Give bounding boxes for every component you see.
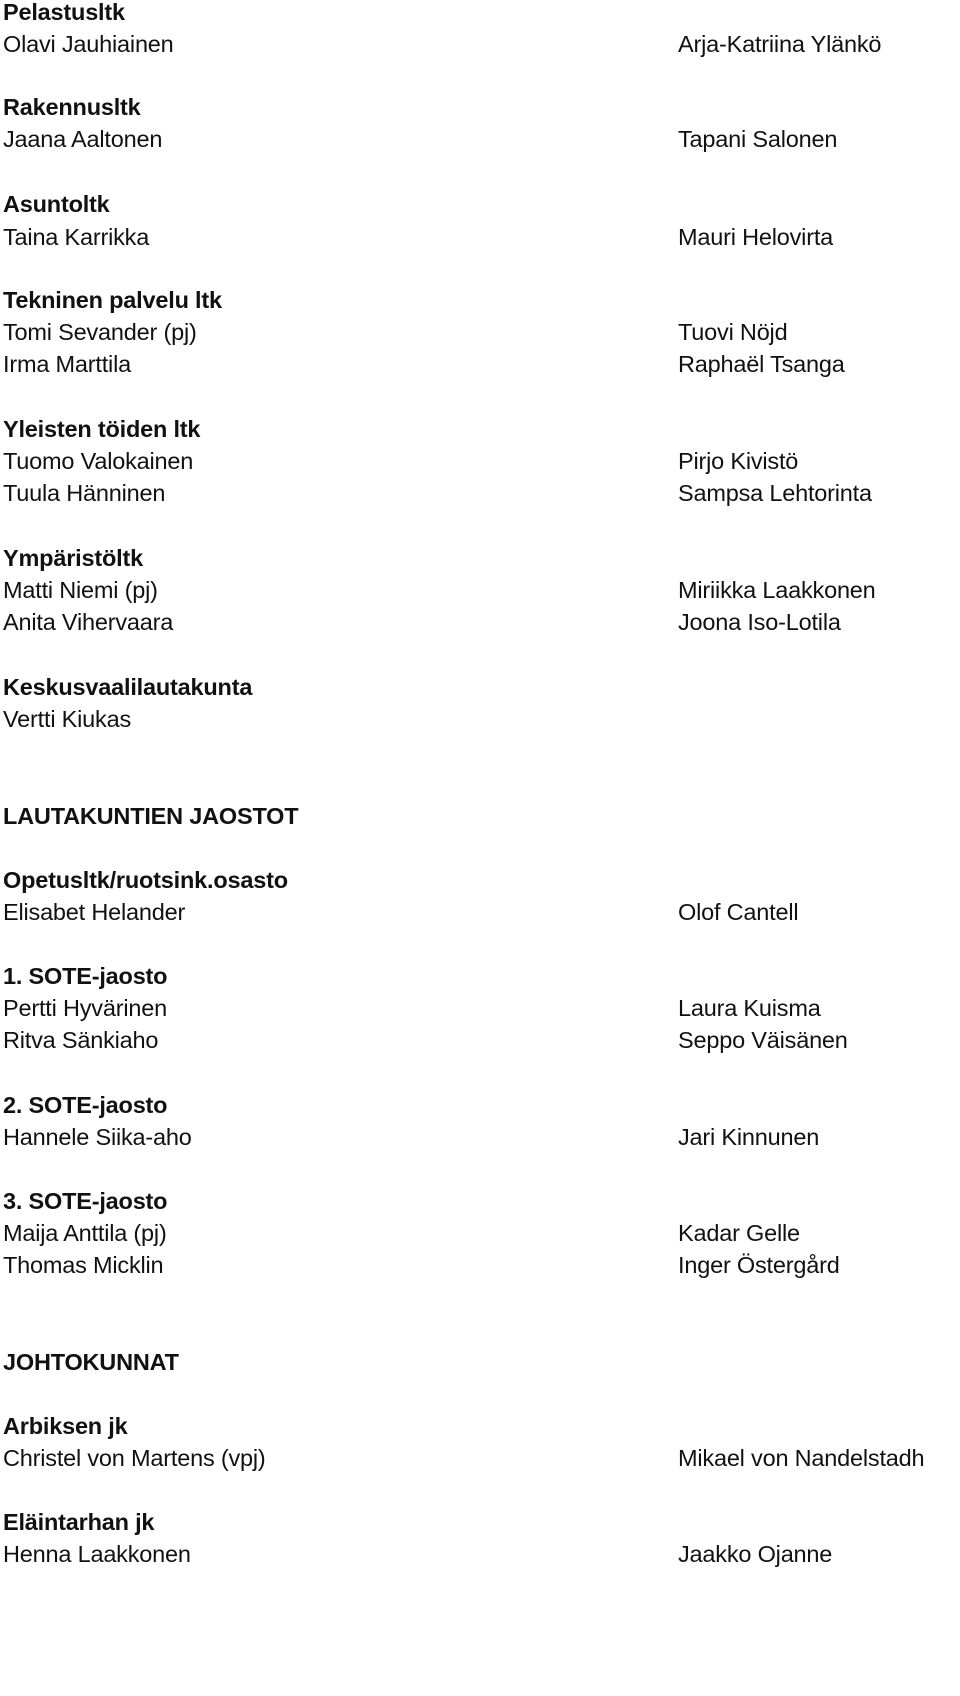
group-title: Opetusltk/ruotsink.osasto	[3, 867, 288, 893]
member-name: Kadar Gelle	[678, 1220, 800, 1246]
member-name: Inger Östergård	[678, 1252, 840, 1278]
committee-title: Pelastusltk	[3, 0, 125, 25]
member-name: Vertti Kiukas	[3, 706, 132, 732]
section-heading: LAUTAKUNTIEN JAOSTOT	[3, 803, 299, 829]
committee-title: Asuntoltk	[3, 191, 110, 217]
group-title: Eläintarhan jk	[3, 1509, 155, 1535]
member-name: Hannele Siika-aho	[3, 1124, 192, 1150]
member-name: Taina Karrikka	[3, 224, 150, 250]
member-name: Raphaël Tsanga	[678, 351, 845, 377]
member-name: Tuomo Valokainen	[3, 448, 194, 474]
member-name: Matti Niemi (pj)	[3, 577, 158, 603]
committee-title: Rakennusltk	[3, 94, 141, 120]
member-name: Pirjo Kivistö	[678, 448, 799, 474]
member-name: Laura Kuisma	[678, 995, 821, 1021]
member-name: Sampsa Lehtorinta	[678, 480, 872, 506]
member-name: Arja-Katriina Ylänkö	[678, 31, 882, 57]
member-name: Joona Iso-Lotila	[678, 609, 841, 635]
member-name: Mauri Helovirta	[678, 224, 834, 250]
member-name: Tapani Salonen	[678, 126, 838, 152]
member-name: Mikael von Nandelstadh	[678, 1445, 925, 1471]
member-name: Tomi Sevander (pj)	[3, 319, 197, 345]
section-heading: JOHTOKUNNAT	[3, 1349, 179, 1375]
group-title: 1. SOTE-jaosto	[3, 963, 168, 989]
member-name: Thomas Micklin	[3, 1252, 164, 1278]
member-name: Jaakko Ojanne	[678, 1541, 833, 1567]
member-name: Christel von Martens (vpj)	[3, 1445, 266, 1471]
member-name: Anita Vihervaara	[3, 609, 174, 635]
member-name: Maija Anttila (pj)	[3, 1220, 167, 1246]
member-name: Pertti Hyvärinen	[3, 995, 167, 1021]
member-name: Irma Marttila	[3, 351, 131, 377]
member-name: Olavi Jauhiainen	[3, 31, 174, 57]
member-name: Elisabet Helander	[3, 899, 186, 925]
committee-title: Tekninen palvelu ltk	[3, 287, 222, 313]
group-title: 2. SOTE-jaosto	[3, 1092, 168, 1118]
group-title: Arbiksen jk	[3, 1413, 128, 1439]
member-name: Tuula Hänninen	[3, 480, 166, 506]
member-name: Henna Laakkonen	[3, 1541, 191, 1567]
member-name: Ritva Sänkiaho	[3, 1027, 159, 1053]
committee-title: Yleisten töiden ltk	[3, 416, 201, 442]
committee-title: Ympäristöltk	[3, 545, 143, 571]
member-name: Miriikka Laakkonen	[678, 577, 876, 603]
committee-title: Keskusvaalilautakunta	[3, 674, 253, 700]
member-name: Olof Cantell	[678, 899, 799, 925]
group-title: 3. SOTE-jaosto	[3, 1188, 168, 1214]
member-name: Tuovi Nöjd	[678, 319, 788, 345]
member-name: Seppo Väisänen	[678, 1027, 848, 1053]
member-name: Jaana Aaltonen	[3, 126, 163, 152]
member-name: Jari Kinnunen	[678, 1124, 820, 1150]
